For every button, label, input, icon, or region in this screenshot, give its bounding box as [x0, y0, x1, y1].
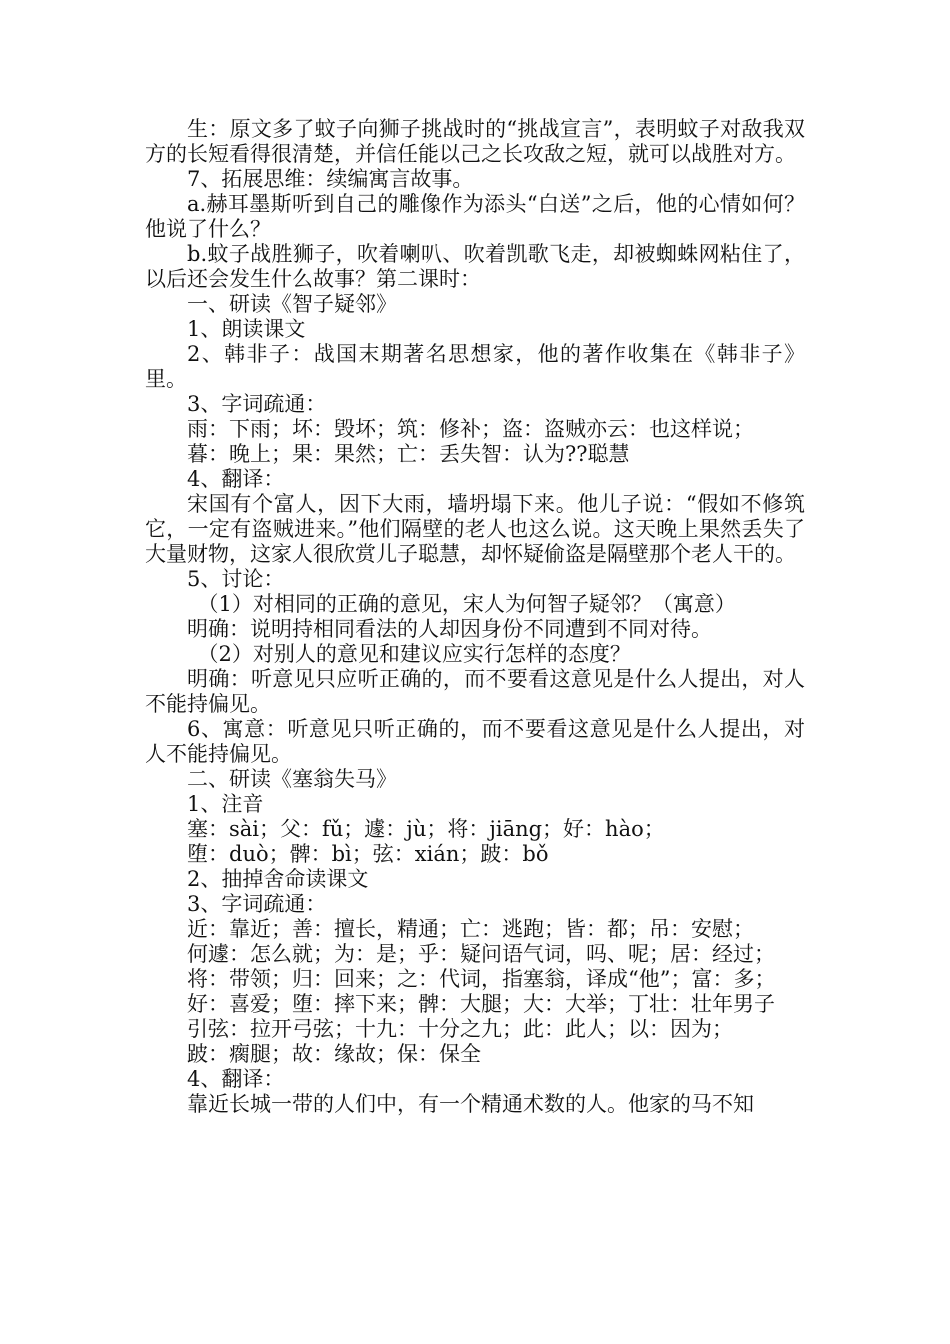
vocabulary2-line-3: 将：带领；归：回来；之：代词，指塞翁，译成“他”；富：多；: [187, 967, 776, 991]
pronunciation-line-2: 堕：duò；髀：bì；弦：xián；跛：bǒ: [187, 842, 549, 866]
paragraph-moral: 6、寓意：听意见只听正确的，而不要看这意见是什么人提出，对人不能持偏见。: [145, 717, 805, 766]
discussion-answer-1: 明确：说明持相同看法的人却因身份不同遭到不同对待。: [187, 617, 712, 641]
step-discussion: 5、讨论：: [187, 567, 285, 591]
discussion-question-2: （2）对别人的意见和建议应实行怎样的态度？: [197, 642, 631, 666]
discussion-answer-2: 明确：听意见只应听正确的，而不要看这意见是什么人提出，对人不能持偏见。: [145, 667, 805, 716]
paragraph-question-b: b.蚊子战胜狮子，吹着喇叭、吹着凯歌飞走，却被蜘蛛网粘住了，以后还会发生什么故事？第二课时：: [145, 242, 805, 291]
vocabulary-line-2: 暮：晚上；果：果然；亡：丢失智：认为??聪慧: [187, 442, 630, 466]
step-vocabulary: 3、字词疏通：: [187, 392, 327, 416]
step-read-text: 2、抽掉舍命读课文: [187, 867, 369, 891]
section-heading-zhizi: 一、研读《智子疑邻》: [187, 292, 397, 316]
vocabulary2-line-5: 引弦：拉开弓弦；十九：十分之九；此：此人；以：因为；: [187, 1017, 733, 1041]
step-pronunciation: 1、注音: [187, 792, 264, 816]
step-translation: 4、翻译：: [187, 467, 285, 491]
paragraph-hanfeizi: 2、韩非子：战国末期著名思想家，他的著作收集在《韩非子》里。: [145, 342, 805, 391]
discussion-question-1: （1）对相同的正确的意见，宋人为何智子疑邻？（寓意）: [197, 592, 736, 616]
vocabulary2-line-1: 近：靠近；善：擅长，精通；亡：逃跑；皆：都；吊：安慰；: [187, 917, 754, 941]
paragraph-translation-saiweng: 靠近长城一带的人们中，有一个精通术数的人。他家的马不知: [187, 1092, 754, 1116]
pronunciation-line-1: 塞：sài；父：fǔ；遽：jù；将：jiāng；好：hào；: [187, 817, 665, 841]
paragraph-translation-zhizi: 宋国有个富人，因下大雨，墙坍塌下来。他儿子说：“假如不修筑它，一定有盗贼进来。”他们隔壁的老人也这么说。这天晚上果然丢失了大量财物，这家人很欣赏儿子聪慧，却怀疑偷盗是隔壁那个老人干的。: [145, 492, 805, 566]
vocabulary2-line-4: 好：喜爱；堕：摔下来；髀：大腿；大：大举；丁壮：壮年男子: [187, 992, 775, 1016]
vocabulary-line-1: 雨：下雨；坏：毁坏；筑：修补；盗：盗贼亦云：也这样说；: [187, 417, 754, 441]
paragraph-extend-thinking: 7、拓展思维：续编寓言故事。: [187, 167, 474, 191]
step-translation-2: 4、翻译：: [187, 1067, 285, 1091]
paragraph-student-answer: 生：原文多了蚊子向狮子挑战时的“挑战宣言”，表明蚊子对敌我双方的长短看得很清楚，并信任能以己之长攻敌之短，就可以战胜对方。: [145, 117, 805, 166]
document-body: [145, 117, 805, 1117]
step-read-aloud: 1、朗读课文: [187, 317, 306, 341]
vocabulary2-line-6: 跛：瘸腿；故：缘故；保：保全: [187, 1042, 481, 1066]
step-vocabulary-2: 3、字词疏通：: [187, 892, 327, 916]
vocabulary2-line-2: 何遽：怎么就；为：是；乎：疑问语气词，吗、呢；居：经过；: [187, 942, 775, 966]
paragraph-question-a: a.赫耳墨斯听到自己的雕像作为添头“白送”之后，他的心情如何？他说了什么？: [145, 192, 805, 241]
section-heading-saiweng: 二、研读《塞翁失马》: [187, 767, 397, 791]
